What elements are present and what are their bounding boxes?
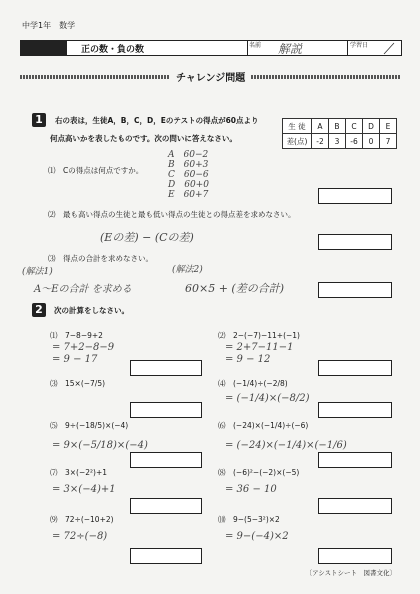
answer-box-2-3[interactable] <box>130 402 202 418</box>
section2-number: 2 <box>32 303 46 317</box>
problem-9: ⑼ 72÷(−10+2) <box>50 515 114 524</box>
question-1-3: ⑶ 得点の合計を求めなさい。 <box>48 254 153 263</box>
problem-2-work-1: = 2+7−11−1 <box>225 342 294 353</box>
name-value: 解説 <box>278 42 303 56</box>
diff-c: -6 <box>346 134 363 149</box>
q1-note-e: E 60+7 <box>168 190 209 200</box>
q1-note-c: C 60−6 <box>168 170 209 180</box>
question-1-1: ⑴ Cの得点は何点ですか。 <box>48 166 144 175</box>
section1-intro-line1: 右の表は，生徒A，B，C，D，Eのテストの得点が60点より <box>55 116 259 125</box>
header-black-tab <box>21 41 67 55</box>
problem-8-work-1: = 36 − 10 <box>225 484 277 495</box>
name-field[interactable] <box>247 41 348 55</box>
answer-box-1-1[interactable] <box>318 188 392 204</box>
section2-intro: 次の計算をしなさい。 <box>54 306 129 315</box>
question-1-2: ⑵ 最も高い得点の生徒と最も低い得点の生徒との得点差を求めなさい。 <box>48 210 296 219</box>
problem-2: ⑵ 2−(−7)−11+(−1) <box>218 331 300 340</box>
problem-5: ⑸ 9÷(−18/5)×(−4) <box>50 421 129 430</box>
q1-notes <box>168 150 209 200</box>
problem-4: ⑷ (−1/4)÷(−2/8) <box>218 379 288 388</box>
section1-intro-line2: 何点高いかを表したものです。次の問いに答えなさい。 <box>50 134 237 143</box>
problem-7: ⑺ 3×(−2²)+1 <box>50 468 108 477</box>
answer-box-1-3[interactable] <box>318 282 392 298</box>
footer-credit: 〔アシストシート 図書文化〕 <box>305 569 396 577</box>
problem-10: ⑽ 9−(5−3²)×2 <box>218 515 280 524</box>
student-c: C <box>346 119 363 134</box>
problem-10-work-1: = 9−(−4)×2 <box>225 531 289 542</box>
answer-box-2-2[interactable] <box>318 360 392 376</box>
student-b: B <box>329 119 346 134</box>
student-e: E <box>380 119 397 134</box>
problem-9-work-1: = 72÷(−8) <box>52 531 108 542</box>
problem-6-work-1: = (−24)×(−1/4)×(−1/6) <box>225 440 347 451</box>
answer-box-1-2[interactable] <box>318 234 392 250</box>
problem-1-work-1: = 7+2−8−9 <box>52 342 115 353</box>
q1-note-b: B 60+3 <box>168 160 209 170</box>
answer-box-2-4[interactable] <box>318 402 392 418</box>
q3-note-a-label: (解法1) <box>22 267 53 277</box>
problem-3: ⑶ 15×(−7/5) <box>50 379 106 388</box>
q1-note-a: A 60−2 <box>168 150 209 160</box>
score-table-diff-row <box>283 134 397 149</box>
q3-note-a: A〜Eの合計 を求める <box>34 284 132 295</box>
date-slash-icon <box>348 41 402 55</box>
diff-d: 0 <box>363 134 380 149</box>
answer-box-2-10[interactable] <box>318 548 392 564</box>
section1-number: 1 <box>32 113 46 127</box>
student-d: D <box>363 119 380 134</box>
answer-box-2-7[interactable] <box>130 498 202 514</box>
problem-2-work-2: = 9 − 12 <box>225 354 271 365</box>
banner <box>20 70 400 84</box>
problem-1: ⑴ 7−8−9+2 <box>50 331 103 340</box>
date-label: 学習日 <box>350 42 369 49</box>
score-table-header-label: 生 徒 <box>283 119 312 134</box>
problem-1-work-2: = 9 − 17 <box>52 354 98 365</box>
answer-box-2-1[interactable] <box>130 360 202 376</box>
problem-7-work-1: = 3×(−4)+1 <box>52 484 116 495</box>
score-table-row-label: 差(点) <box>283 134 312 149</box>
q3-note-b: 60×5 + (差の合計) <box>185 282 285 295</box>
answer-box-2-6[interactable] <box>318 452 392 468</box>
name-label: 名前 <box>249 42 262 49</box>
student-a: A <box>312 119 329 134</box>
header-bar <box>20 40 402 56</box>
answer-box-2-5[interactable] <box>130 452 202 468</box>
problem-4-work-1: = (−1/4)×(−8/2) <box>225 393 310 404</box>
problem-6: ⑹ (−24)×(−1/4)÷(−6) <box>218 421 309 430</box>
problem-8: ⑻ (−6)²−(−2)×(−5) <box>218 468 300 477</box>
problem-5-work-1: = 9×(−5/18)×(−4) <box>52 440 148 451</box>
score-table-header-row <box>283 119 397 134</box>
banner-title: チャレンジ問題 <box>170 69 251 84</box>
q1-note-d: D 60+0 <box>168 180 209 190</box>
grade-subject: 中学1年 数学 <box>22 21 76 30</box>
answer-box-2-9[interactable] <box>130 548 202 564</box>
score-table <box>282 118 397 149</box>
diff-b: 3 <box>329 134 346 149</box>
q2-note: (Eの差) − (Cの差) <box>100 231 194 244</box>
q3-note-b-label: (解法2) <box>172 265 203 275</box>
answer-box-2-8[interactable] <box>318 498 392 514</box>
diff-a: -2 <box>312 134 329 149</box>
date-field[interactable] <box>347 41 402 55</box>
unit-title: 正の数・負の数 <box>81 45 145 55</box>
diff-e: 7 <box>380 134 397 149</box>
